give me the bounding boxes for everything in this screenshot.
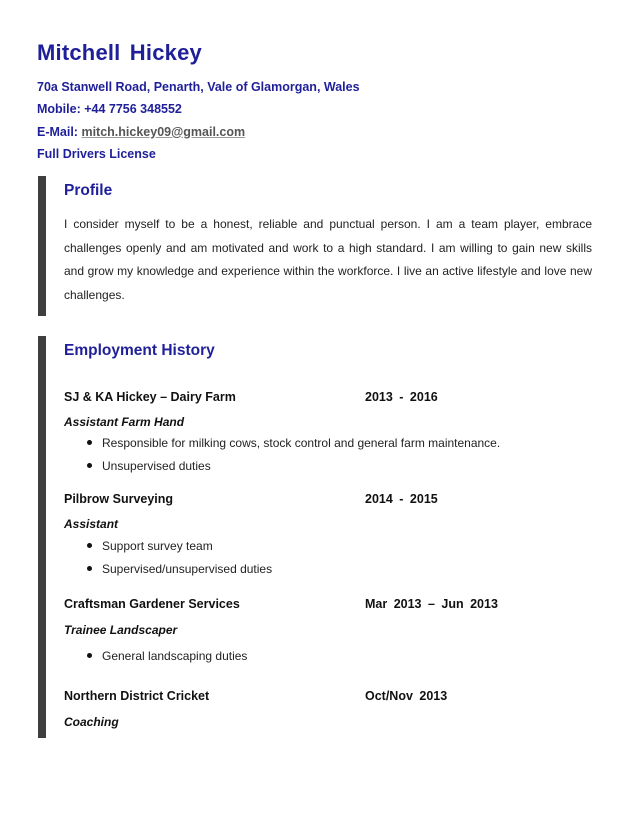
drivers-license: Full Drivers License: [37, 146, 156, 161]
candidate-name: Mitchell Hickey: [37, 40, 202, 65]
bullet-icon: [87, 463, 92, 468]
job-role: Coaching: [64, 715, 119, 729]
duty-item: Unsupervised duties: [64, 458, 500, 481]
job-dates: 2014 - 2015: [365, 492, 438, 506]
email-label: E-Mail:: [37, 124, 78, 139]
job-entry: [64, 597, 604, 663]
duty-item: Supervised/unsupervised duties: [64, 561, 272, 584]
job-header: [64, 492, 604, 510]
bullet-icon: [87, 653, 92, 658]
job-role: Trainee Landscaper: [64, 623, 178, 637]
job-entry: [64, 689, 604, 729]
job-duties: [64, 538, 272, 584]
job-entry: [64, 492, 604, 576]
mobile-number: Mobile: +44 7756 348552: [37, 102, 182, 117]
email-line: [37, 124, 360, 146]
profile-section-bar: [38, 176, 46, 316]
job-company: Northern District Cricket: [64, 689, 210, 703]
job-header: [64, 597, 604, 615]
email-link[interactable]: mitch.hickey09@gmail.com: [81, 124, 246, 139]
job-header: [64, 689, 604, 707]
job-header: [64, 390, 604, 408]
job-dates: Oct/Nov 2013: [365, 689, 448, 703]
job-role: Assistant Farm Hand: [64, 415, 185, 429]
profile-heading: Profile: [64, 182, 113, 199]
bullet-icon: [87, 543, 92, 548]
bullet-icon: [87, 566, 92, 571]
address: 70a Stanwell Road, Penarth, Vale of Glamorgan, Wales: [37, 80, 360, 94]
employment-section-bar: [38, 336, 46, 738]
employment-heading: Employment History: [64, 342, 215, 359]
job-entry: [64, 390, 604, 473]
duty-item: Support survey team: [64, 538, 272, 561]
duty-item: Responsible for milking cows, stock control and general farm maintenance.: [64, 435, 500, 458]
profile-text: I consider myself to be a honest, reliable and punctual person. I am a team player, embrace challenges openly and am motivated and work to a high standard. I am willing to gain new skills and grow my knowledge and experience within the workforce. I live an active lifestyle and love new challenges.: [64, 217, 592, 302]
job-dates: Mar 2013 – Jun 2013: [365, 597, 498, 611]
job-dates: 2013 - 2016: [365, 390, 438, 404]
job-company: SJ & KA Hickey – Dairy Farm: [64, 390, 236, 404]
job-role: Assistant: [64, 517, 119, 531]
job-duties: [64, 648, 247, 671]
contact-block: [37, 79, 360, 168]
job-company: Pilbrow Surveying: [64, 492, 174, 506]
duty-item: General landscaping duties: [64, 648, 247, 671]
bullet-icon: [87, 440, 92, 445]
job-company: Craftsman Gardener Services: [64, 597, 240, 611]
job-duties: [64, 435, 500, 481]
